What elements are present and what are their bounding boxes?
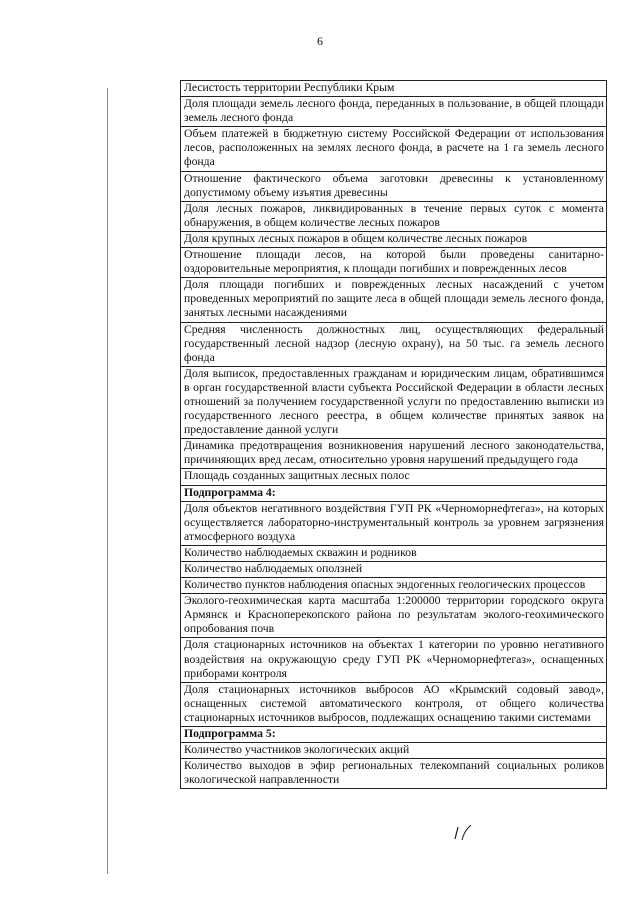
page-number: 6 (317, 34, 323, 48)
signature-mark (451, 823, 477, 841)
indicator-row (181, 469, 607, 485)
indicator-row (181, 231, 607, 247)
indicator-row (181, 322, 607, 366)
indicator-row (181, 278, 607, 322)
indicator-row (181, 501, 607, 545)
indicator-text: Количество участников экологических акций (181, 743, 607, 759)
indicator-row (181, 594, 607, 638)
indicator-text: Отношение фактического объема заготовки древесины к установленному допустимому объему изъятия древесины (181, 171, 607, 201)
subprogram-heading-row (181, 727, 607, 743)
indicator-text: Динамика предотвращения возникновения нарушений лесного законодательства, причиняющих вред лесам, относительно уровня нарушений предыдущего года (181, 439, 607, 469)
margin-line (107, 88, 108, 874)
indicator-row (181, 171, 607, 201)
indicator-text: Доля площади погибших и поврежденных лесных насаждений с учетом проведенных мероприятий по защите леса в общей площади земель лесного фонда, занятых лесными насаждениями (181, 278, 607, 322)
indicator-row (181, 81, 607, 97)
subprogram-heading: Подпрограмма 5: (181, 727, 607, 743)
indicator-text: Средняя численность должностных лиц, осуществляющих федеральный государственный лесной надзор (лесную охрану), на 50 тыс. га земель лесного фонда (181, 322, 607, 366)
indicator-row (181, 97, 607, 127)
indicator-text: Количество наблюдаемых скважин и родников (181, 545, 607, 561)
indicator-row (181, 127, 607, 171)
indicator-text: Доля стационарных источников на объектах 1 категории по уровню негативного воздействия на окружающую среду ГУП РК «Черноморнефтегаз», оснащенных приборами контроля (181, 638, 607, 682)
indicator-text: Доля выписок, предоставленных гражданам и юридическим лицам, обратившимся в орган государственной власти субъекта Российской Федерации в области лесных отношений за получением государственной услуги по предоставлению выписки из государственного лесного реестра, в общем количестве принятых заявок на предоставление данной услуги (181, 366, 607, 438)
indicator-row (181, 682, 607, 726)
indicator-row (181, 201, 607, 231)
indicator-text: Площадь созданных защитных лесных полос (181, 469, 607, 485)
indicator-row (181, 743, 607, 759)
indicator-text: Доля объектов негативного воздействия ГУП РК «Черноморнефтегаз», на которых осуществляется лабораторно-инструментальный контроль за уровнем загрязнения атмосферного воздуха (181, 501, 607, 545)
indicator-row (181, 638, 607, 682)
indicator-text: Количество пунктов наблюдения опасных эндогенных геологических процессов (181, 578, 607, 594)
indicator-text: Доля лесных пожаров, ликвидированных в течение первых суток с момента обнаружения, в общем количестве лесных пожаров (181, 201, 607, 231)
indicators-table-body (181, 81, 607, 789)
indicator-row (181, 439, 607, 469)
indicator-row (181, 562, 607, 578)
indicator-text: Отношение площади лесов, на которой были проведены санитарно-оздоровительные мероприятия, к площади погибших и поврежденных лесов (181, 248, 607, 278)
indicator-row (181, 366, 607, 438)
indicator-row (181, 578, 607, 594)
indicator-row (181, 759, 607, 789)
indicator-text: Лесистость территории Республики Крым (181, 81, 607, 97)
indicator-text: Доля крупных лесных пожаров в общем количестве лесных пожаров (181, 231, 607, 247)
indicator-text: Эколого-геохимическая карта масштаба 1:200000 территории городского округа Армянск и Красноперекопского района по результатам эколого-геохимического опробования почв (181, 594, 607, 638)
indicator-text: Количество выходов в эфир региональных телекомпаний социальных роликов экологической направленности (181, 759, 607, 789)
indicator-text: Объем платежей в бюджетную систему Российской Федерации от использования лесов, расположенных на землях лесного фонда, в расчете на 1 га земель лесного фонда (181, 127, 607, 171)
subprogram-heading-row (181, 485, 607, 501)
indicator-text: Количество наблюдаемых оползней (181, 562, 607, 578)
indicator-row (181, 545, 607, 561)
subprogram-heading: Подпрограмма 4: (181, 485, 607, 501)
indicator-text: Доля площади земель лесного фонда, переданных в пользование, в общей площади земель лесного фонда (181, 97, 607, 127)
indicator-row (181, 248, 607, 278)
indicators-table (180, 80, 607, 789)
indicator-text: Доля стационарных источников выбросов АО «Крымский содовый завод», оснащенных системой автоматического контроля, от общего количества стационарных источников выбросов, подлежащих оснащению такими системами (181, 682, 607, 726)
